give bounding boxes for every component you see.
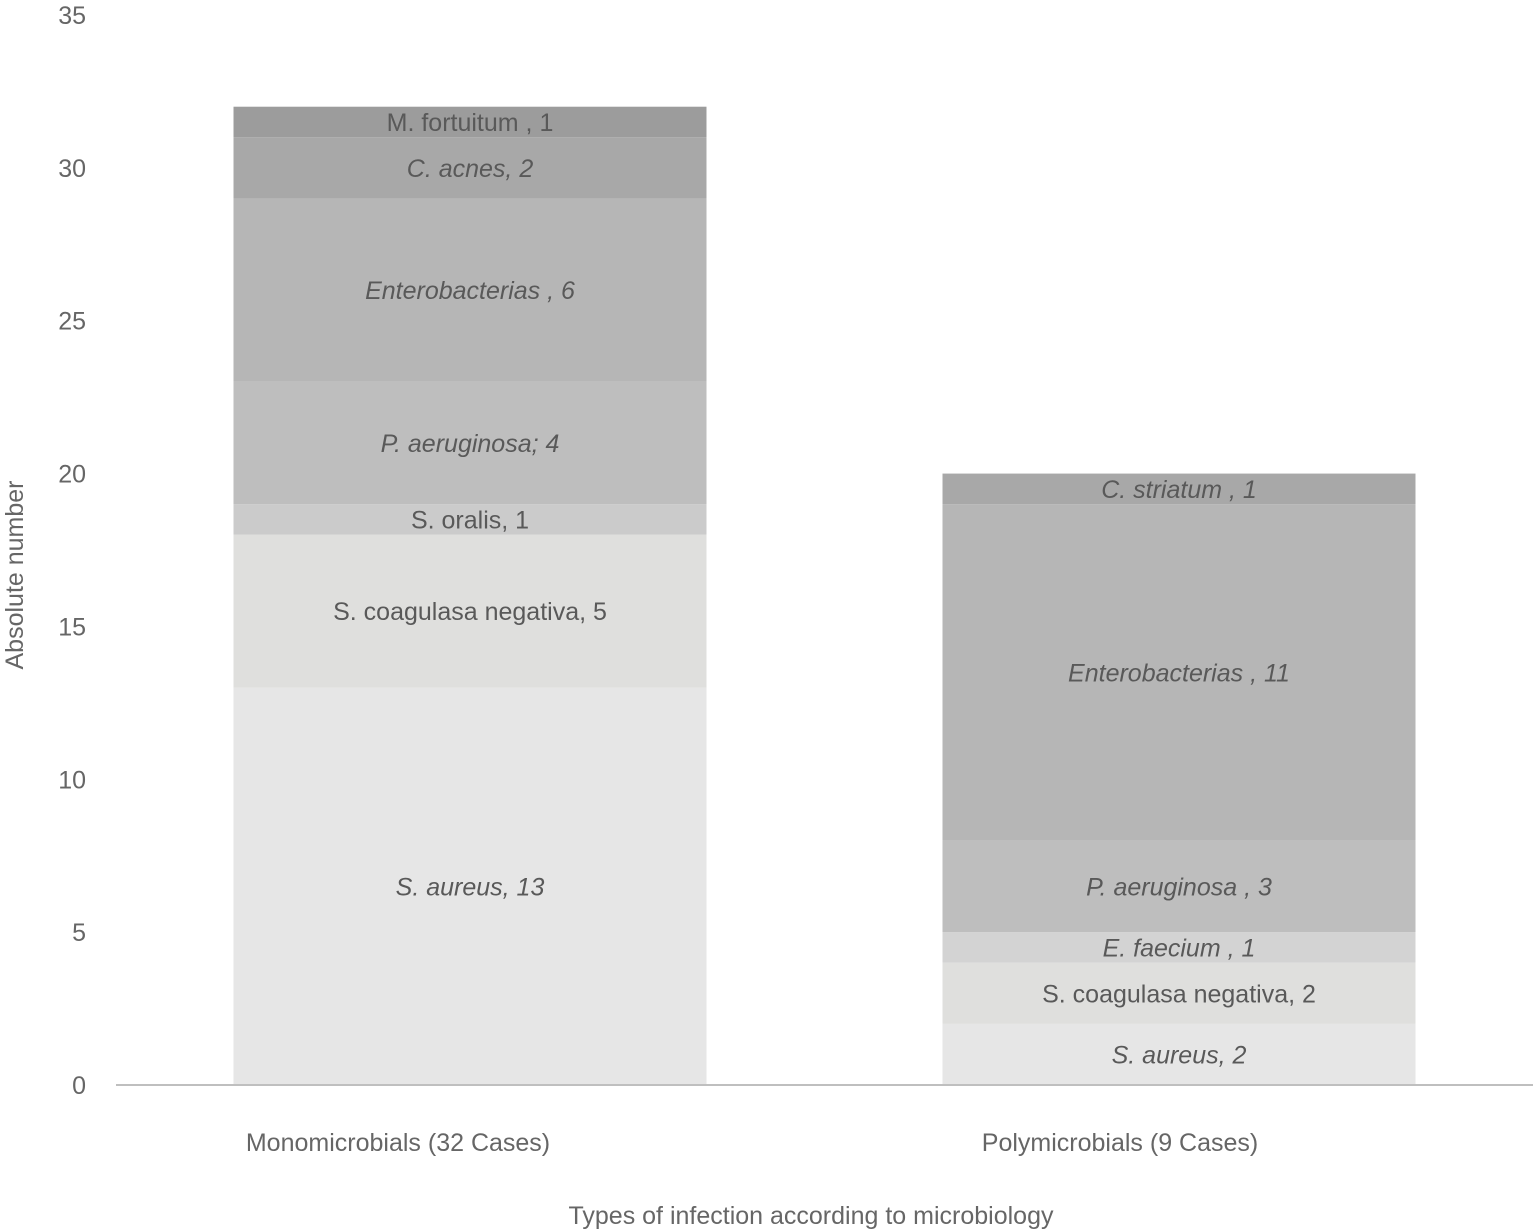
segment-label: S. aureus, 13 (395, 873, 545, 902)
bar-stack (943, 474, 1416, 1085)
y-tick-label: 30 (58, 154, 86, 183)
x-category-label: Monomicrobials (32 Cases) (245, 1129, 551, 1157)
x-category-label: Polymicrobials (9 Cases) (981, 1129, 1259, 1157)
segment-label: S. coagulasa negativa, 2 (1042, 980, 1316, 1009)
y-tick-label: 35 (58, 2, 86, 30)
y-tick-label: 5 (72, 919, 86, 948)
y-tick-label: 25 (58, 307, 86, 336)
segment-label: P. aeruginosa , 3 (1086, 873, 1272, 902)
bar-stack (234, 107, 707, 1085)
y-tick-label: 10 (58, 766, 86, 795)
segment-label: S. coagulasa negativa, 5 (333, 598, 607, 627)
segment-label: P. aeruginosa; 4 (380, 430, 560, 458)
segment-label: C. striatum , 1 (1101, 475, 1257, 504)
segment-label: Enterobacterias , 6 (365, 277, 575, 306)
segment-label: M. fortuitum , 1 (386, 109, 554, 137)
segment-label: E. faecium , 1 (1102, 934, 1256, 963)
y-axis-title: Absolute number (1, 480, 29, 670)
bars (234, 107, 1416, 1085)
segment-label: Enterobacterias , 11 (1068, 659, 1290, 688)
segment-label: S. aureus, 2 (1111, 1041, 1247, 1070)
segment-label: C. acnes, 2 (406, 154, 534, 183)
y-tick-label: 20 (58, 460, 86, 489)
y-tick-label: 15 (58, 613, 86, 642)
segment-label: S. oralis, 1 (410, 506, 530, 535)
x-axis-categories (246, 1129, 1258, 1157)
y-axis-ticks (58, 2, 86, 1100)
y-tick-label: 0 (72, 1072, 86, 1100)
x-axis-title: Types of infection according to microbiology (568, 1202, 1054, 1230)
